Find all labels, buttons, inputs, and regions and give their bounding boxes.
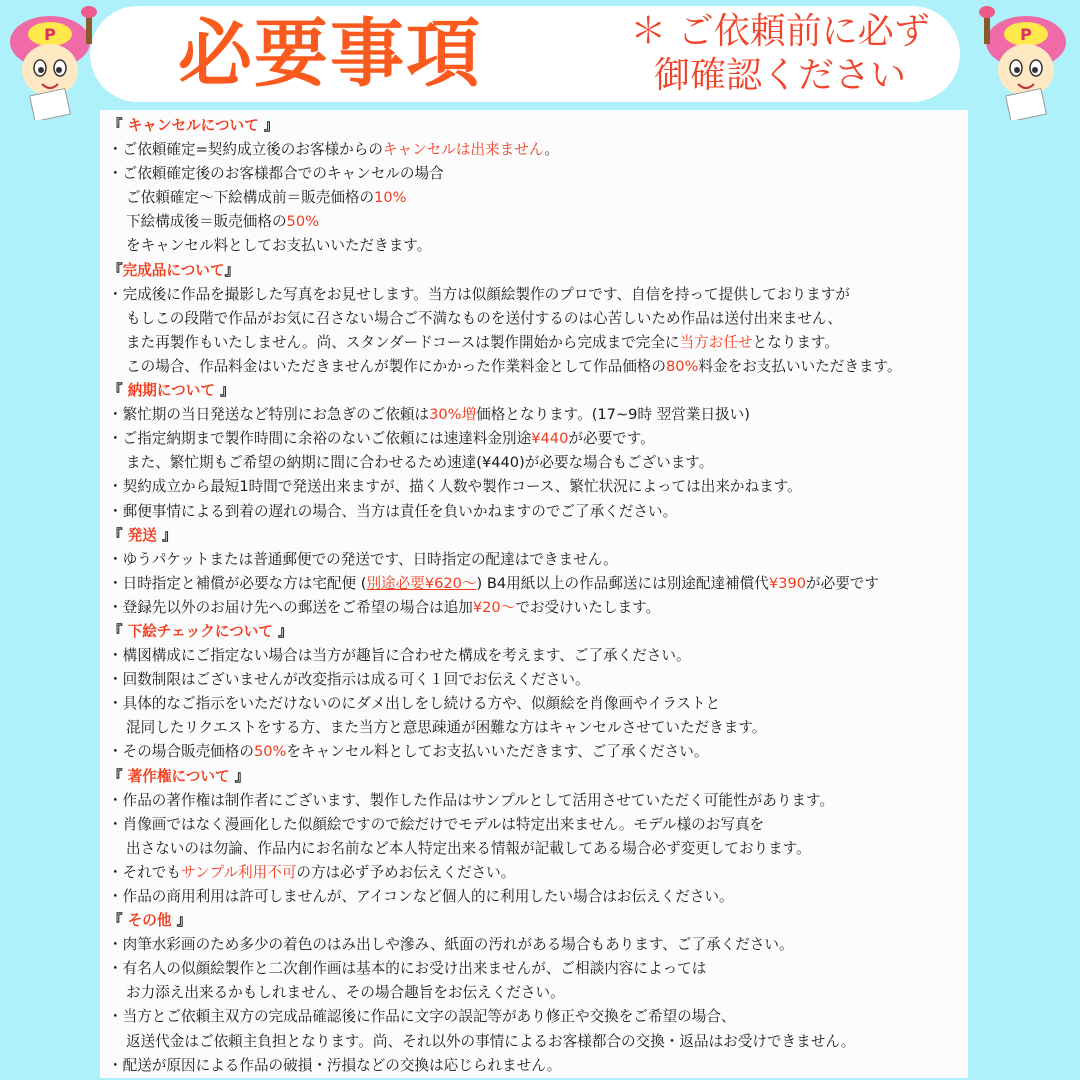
- text-segment: 』: [224, 261, 240, 279]
- highlight-text: 10%: [374, 189, 407, 207]
- terms-line: [108, 933, 960, 957]
- text-segment: でお受けいたします。: [515, 598, 661, 616]
- text-segment: ・肖像画ではなく漫画化した似顔絵ですので絵だけでモデルは特定出来ません。モデル様のお写真を: [108, 815, 765, 833]
- terms-line: [108, 427, 960, 451]
- terms-line: [108, 740, 960, 764]
- terms-line: [108, 981, 960, 1005]
- highlight-text: キャンセルについて: [127, 117, 259, 134]
- highlight-text: 著作権について: [127, 767, 230, 785]
- mascot-icon: [966, 2, 1076, 120]
- page-subtitle: [610, 10, 950, 98]
- text-segment: 『: [108, 912, 128, 930]
- text-segment: ・ご依頼確定=契約成立後のお客様からの: [108, 141, 383, 159]
- highlight-text: キャンセルは出来ません: [382, 141, 545, 159]
- text-segment: ご依頼確定〜下絵構成前＝販売価格の: [126, 189, 375, 207]
- text-segment: もしこの段階で作品がお気に召さない場合ご不満なものを送付するのは心苦しいため作品は送付出来ません、: [126, 309, 842, 327]
- text-segment: が必要です。: [568, 430, 655, 448]
- text-segment: ・完成後に作品を撮影した写真をお見せします。当方は似顔絵製作のプロです、自信を持って提供しておりますが: [108, 285, 850, 303]
- terms-line: [108, 1005, 960, 1029]
- terms-line: [108, 716, 960, 740]
- text-segment: 』: [272, 622, 293, 640]
- text-segment: ) B4用紙以上の作品郵送には別途配達補償代: [476, 574, 769, 592]
- text-segment: をキャンセル料としてお支払いいただきます、ご了承ください。: [286, 743, 709, 761]
- terms-line: [108, 837, 960, 861]
- terms-line: [108, 548, 960, 572]
- terms-line: [108, 403, 960, 427]
- text-segment: ・ゆうパケットまたは普通郵便での発送です、日時指定の配達はできません。: [108, 550, 618, 568]
- section-heading: [108, 909, 960, 933]
- page-title: 必要事項: [178, 11, 482, 97]
- text-segment: 下絵構成後＝販売価格の: [126, 213, 287, 231]
- terms-line: [108, 861, 960, 885]
- text-segment: ・有名人の似顔絵製作と二次創作画は基本的にお受け出来ませんが、ご相談内容によっては: [108, 960, 707, 978]
- terms-line: [108, 307, 960, 331]
- text-segment: となります。: [752, 333, 839, 351]
- text-segment: ・その場合販売価格の: [108, 743, 254, 761]
- terms-panel: [100, 110, 968, 1078]
- terms-line: [108, 813, 960, 837]
- terms-line: [108, 596, 960, 620]
- highlight-text: 当方お任せ: [679, 333, 753, 351]
- text-segment: 価格となります。(17~9時 翌営業日扱い): [476, 406, 750, 424]
- text-segment: ・具体的なご指示をいただけないのにダメ出しをし続ける方や、似顔絵を肖像画やイラストと: [108, 695, 721, 713]
- terms-line: [108, 475, 960, 499]
- section-heading: [108, 524, 960, 548]
- terms-line: [108, 668, 960, 692]
- terms-line: [108, 138, 960, 162]
- text-segment: ・構図構成にご指定ない場合は当方が趣旨に合わせた構成を考えます、ご了承ください。: [108, 647, 691, 665]
- terms-line: [108, 1030, 960, 1054]
- terms-line: [108, 885, 960, 909]
- section-heading: [108, 379, 960, 403]
- highlight-text: 80%: [665, 357, 699, 375]
- highlight-text: 納期について: [127, 382, 215, 400]
- highlight-text: 30%増: [429, 406, 477, 424]
- terms-line: [108, 451, 960, 475]
- section-heading: [108, 620, 960, 644]
- text-segment: ・繁忙期の当日発送など特別にお急ぎのご依頼は: [108, 406, 430, 424]
- highlight-text: 50%: [286, 213, 319, 231]
- terms-line: [108, 692, 960, 716]
- text-segment: 『: [108, 767, 128, 785]
- highlight-text: ¥440: [531, 430, 569, 448]
- terms-line: [108, 644, 960, 668]
- highlight-text: 発送: [127, 526, 157, 544]
- terms-line: [108, 162, 960, 186]
- text-segment: 』: [156, 526, 177, 544]
- highlight-text: ¥390: [768, 574, 807, 592]
- section-heading: [108, 259, 960, 283]
- text-segment: 。: [544, 141, 559, 159]
- section-heading: [108, 765, 960, 789]
- text-segment: 』: [214, 382, 235, 400]
- text-segment: 』: [229, 767, 250, 785]
- terms-line: [108, 500, 960, 524]
- terms-line: [108, 355, 960, 379]
- section-heading: [108, 114, 960, 138]
- terms-line: [108, 957, 960, 981]
- text-segment: ・ご指定納期まで製作時間に余裕のないご依頼には速達料金別途: [108, 430, 532, 448]
- text-segment: また再製作もいたしません。尚、スタンダードコースは製作開始から完成まで完全に: [126, 333, 680, 351]
- terms-line: [108, 234, 960, 258]
- text-segment: ・郵便事情による到着の遅れの場合、当方は責任を負いかねますのでご了承ください。: [108, 502, 678, 520]
- text-segment: 混同したリクエストをする方、また当方と意思疎通が困難な方はキャンセルさせていただきます。: [126, 719, 767, 737]
- text-segment: ・配送が原因による作品の破損・汚損などの交換は応じられません。: [108, 1056, 562, 1074]
- text-segment: ・契約成立から最短1時間で発送出来ますが、描く人数や製作コース、繁忙状況によっては出来かねます。: [108, 478, 802, 496]
- terms-line: [108, 789, 960, 813]
- text-segment: 『: [108, 382, 128, 400]
- text-segment: をキャンセル料としてお支払いいただきます。: [126, 237, 432, 255]
- highlight-text: サンプル利用不可: [180, 863, 297, 881]
- terms-line: [108, 572, 960, 596]
- highlight-text: 別途必要¥620〜: [366, 574, 477, 592]
- terms-line: [108, 1054, 960, 1078]
- text-segment: ・回数制限はございませんが改変指示は成る可く１回でお伝えください。: [108, 671, 590, 689]
- terms-line: [108, 283, 960, 307]
- text-segment: ・当方とご依頼主双方の完成品確認後に作品に文字の誤記等があり修正や交換をご希望の場合、: [108, 1008, 736, 1026]
- text-segment: ・日時指定と補償が必要な方は宅配便 (: [108, 574, 367, 592]
- text-segment: この場合、作品料金はいただきませんが製作にかかった作業料金として作品価格の: [126, 357, 666, 375]
- text-segment: また、繁忙期もご希望の納期に間に合わせるため速達(¥440)が必要な場合もございます。: [126, 454, 714, 472]
- text-segment: 料金をお支払いいただきます。: [698, 357, 902, 375]
- terms-line: [108, 210, 960, 234]
- text-segment: ・それでも: [108, 863, 181, 881]
- highlight-text: 50%: [253, 743, 287, 761]
- text-segment: 『: [108, 117, 128, 134]
- subtitle-line: ＊ ご依頼前に必ず: [630, 11, 930, 52]
- terms-line: [108, 186, 960, 210]
- svg-text:P: P: [44, 25, 56, 44]
- svg-text:P: P: [1020, 25, 1032, 44]
- text-segment: ・肉筆水彩画のため多少の着色のはみ出しや滲み、紙面の汚れがある場合もあります、ご了承ください。: [108, 936, 794, 954]
- text-segment: 『: [108, 526, 128, 544]
- mascot-icon: [2, 2, 112, 120]
- text-segment: 出さないのは勿論、作品内にお名前など本人特定出来る情報が記載してある場合必ず変更しております。: [126, 839, 811, 857]
- text-segment: の方は必ず予めお伝えください。: [296, 863, 516, 881]
- text-segment: が必要です: [806, 574, 879, 592]
- text-segment: 『: [108, 261, 123, 279]
- highlight-text: その他: [127, 912, 172, 930]
- text-segment: 『: [108, 622, 128, 640]
- highlight-text: 完成品について: [122, 261, 225, 279]
- text-segment: 』: [258, 117, 279, 134]
- text-segment: お力添え出来るかもしれません、その場合趣旨をお伝えください。: [126, 984, 565, 1002]
- terms-line: [108, 331, 960, 355]
- text-segment: ・登録先以外のお届け先への郵送をご希望の場合は追加: [108, 598, 473, 616]
- text-segment: ・作品の著作権は制作者にございます、製作した作品はサンプルとして活用させていただく可能性があります。: [108, 791, 835, 809]
- subtitle-line: 御確認ください: [653, 55, 906, 96]
- text-segment: 』: [171, 912, 192, 930]
- text-segment: ・ご依頼確定後のお客様都合でのキャンセルの場合: [108, 165, 444, 183]
- text-segment: 返送代金はご依頼主負担となります。尚、それ以外の事情によるお客様都合の交換・返品はお受けできません。: [126, 1032, 856, 1050]
- highlight-text: 下絵チェックについて: [127, 622, 273, 640]
- highlight-text: ¥20〜: [472, 598, 516, 616]
- text-segment: ・作品の商用利用は許可しませんが、アイコンなど個人的に利用したい場合はお伝えください。: [108, 888, 734, 905]
